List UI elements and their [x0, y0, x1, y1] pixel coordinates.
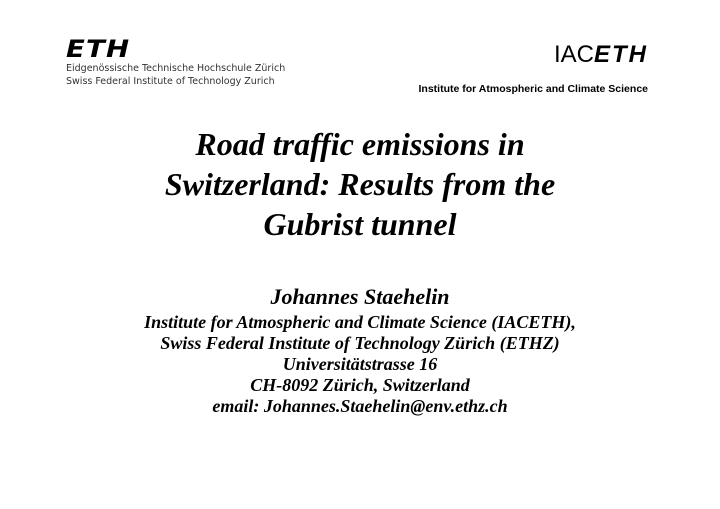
affiliation-line: Institute for Atmospheric and Climate Science (IACETH), [144, 312, 576, 332]
iac-header [419, 40, 649, 96]
slide-title [60, 124, 660, 244]
affiliation-line: CH-8092 Zürich, Switzerland [250, 375, 470, 395]
title-line: Gubrist tunnel [263, 206, 457, 242]
iac-logo-suffix: ETH [594, 41, 648, 68]
author-email: email: Johannes.Staehelin@env.ethz.ch [212, 396, 508, 416]
title-line: Road traffic emissions in [195, 126, 525, 162]
affiliation-line: Swiss Federal Institute of Technology Zürich (ETHZ) [160, 333, 560, 353]
eth-name-german: Eidgenössische Technische Hochschule Zürich [66, 63, 286, 74]
eth-logo [66, 36, 296, 88]
eth-name-english: Swiss Federal Institute of Technology Zurich [66, 76, 275, 87]
author-block [40, 284, 680, 417]
iac-logo-prefix: IAC [553, 41, 594, 68]
title-line: Switzerland: Results from the [164, 166, 556, 202]
iac-eth-logo [419, 40, 649, 70]
eth-wordmark: ETH [66, 35, 131, 63]
author-name: Johannes Staehelin [270, 284, 450, 309]
affiliation-line: Universitätstrasse 16 [282, 354, 438, 374]
iac-institute-name: Institute for Atmospheric and Climate Science [418, 83, 648, 95]
